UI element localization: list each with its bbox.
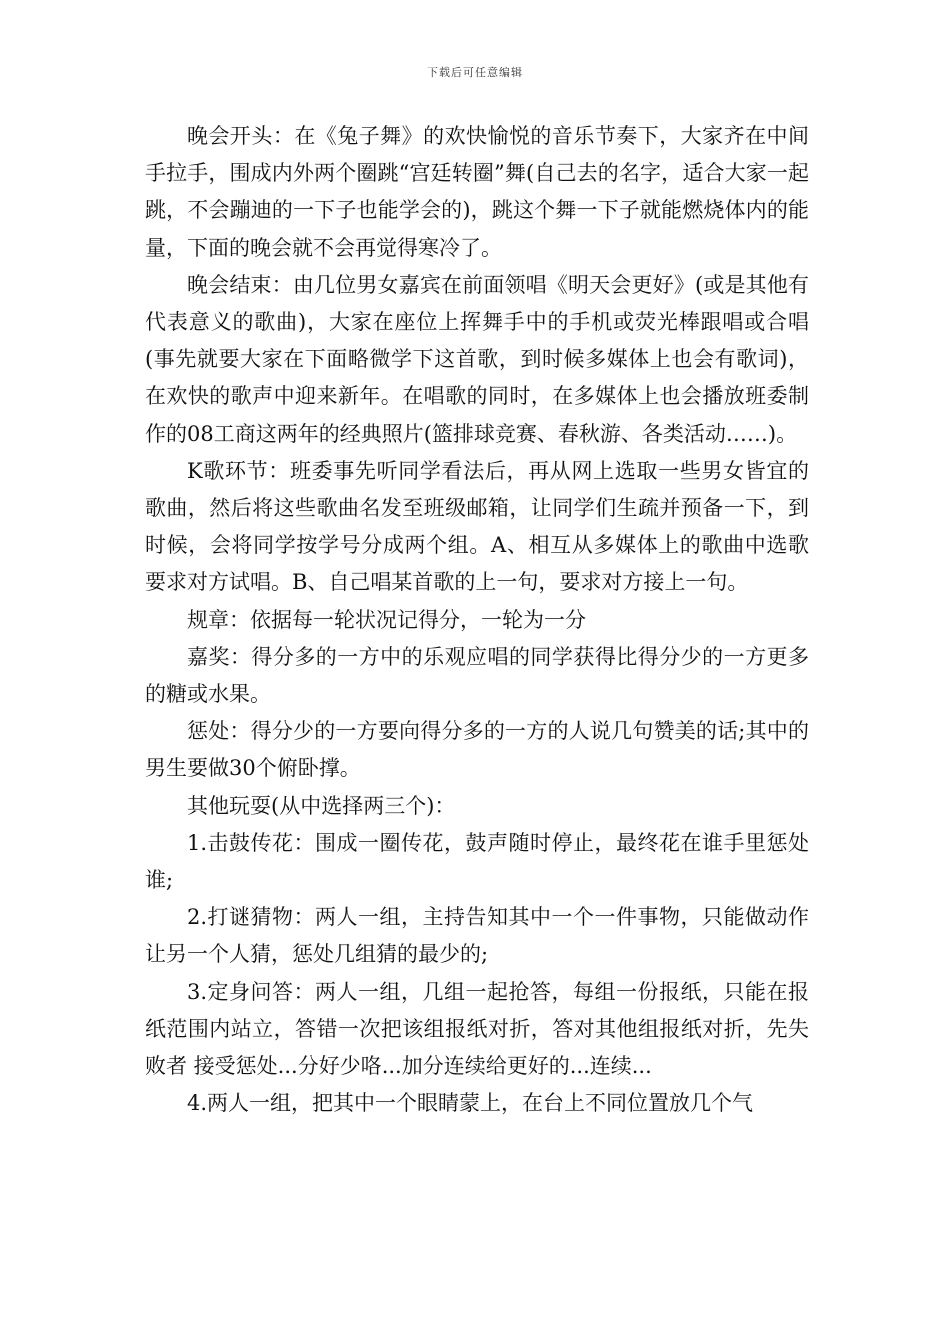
- paragraph-penalties: 惩处：得分少的一方要向得分多的一方的人说几句赞美的话;其中的男生要做30个俯卧撑。: [145, 719, 809, 781]
- paragraph-karaoke-session: K歌环节：班委事先听同学看法后，再从网上选取一些男女皆宜的歌曲，然后将这些歌曲名发至班级邮箱，让同学们生疏并预备一下，到时候，会将同学按学号分成两个组。A、相互从多媒体上的歌曲中选歌要求对方试唱。B、自己唱某首歌的上一句，要求对方接上一句。: [145, 458, 809, 595]
- list-item-game-2: 2.打谜猜物：两人一组，主持告知其中一个一件事物，只能做动作让另一个人猜，惩处几组猜的最少的;: [145, 905, 809, 967]
- paragraph-party-ending: 晚会结束：由几位男女嘉宾在前面领唱《明天会更好》(或是其他有代表意义的歌曲)，大家在座位上挥舞手中的手机或荧光棒跟唱或合唱(事先就要大家在下面略微学下这首歌，到时候多媒体上也会有歌词)，在欢快的歌声中迎来新年。在唱歌的同时，在多媒体上也会播放班委制作的08工商这两年的经典照片(篮排球竞赛、春秋游、各类活动……)。: [145, 272, 809, 446]
- paragraph-other-games-heading: 其他玩耍(从中选择两三个)：: [187, 793, 456, 818]
- paragraph-party-opening: 晚会开头：在《兔子舞》的欢快愉悦的音乐节奏下，大家齐在中间手拉手，围成内外两个圈跳“宫廷转圈”舞(自己去的名字，适合大家一起跳，不会蹦迪的一下子也能学会的)，跳这个舞一下子就能燃烧体内的能量，下面的晚会就不会再觉得寒冷了。: [145, 124, 809, 260]
- paragraph-rewards: 嘉奖：得分多的一方中的乐观应唱的同学获得比得分少的一方更多的糖或水果。: [145, 644, 809, 707]
- list-item-game-3: 3.定身问答：两人一组，几组一起抢答，每组一份报纸，只能在报纸范围内站立，答错一次把该组报纸对折，答对其他组报纸对折，先失败者 接受惩处...分好少咯...加分连续给更好的...连续...: [145, 979, 809, 1079]
- paragraph-rules: 规章：依据每一轮状况记得分，一轮为一分: [187, 607, 586, 632]
- page-header-note: 下载后可任意编辑: [427, 66, 523, 79]
- document-body: [145, 118, 809, 1122]
- list-item-game-4: 4.两人一组，把其中一个眼睛蒙上，在台上不同位置放几个气: [187, 1091, 754, 1116]
- list-item-game-1: 1.击鼓传花：围成一圈传花，鼓声随时停止，最终花在谁手里惩处谁;: [145, 830, 809, 893]
